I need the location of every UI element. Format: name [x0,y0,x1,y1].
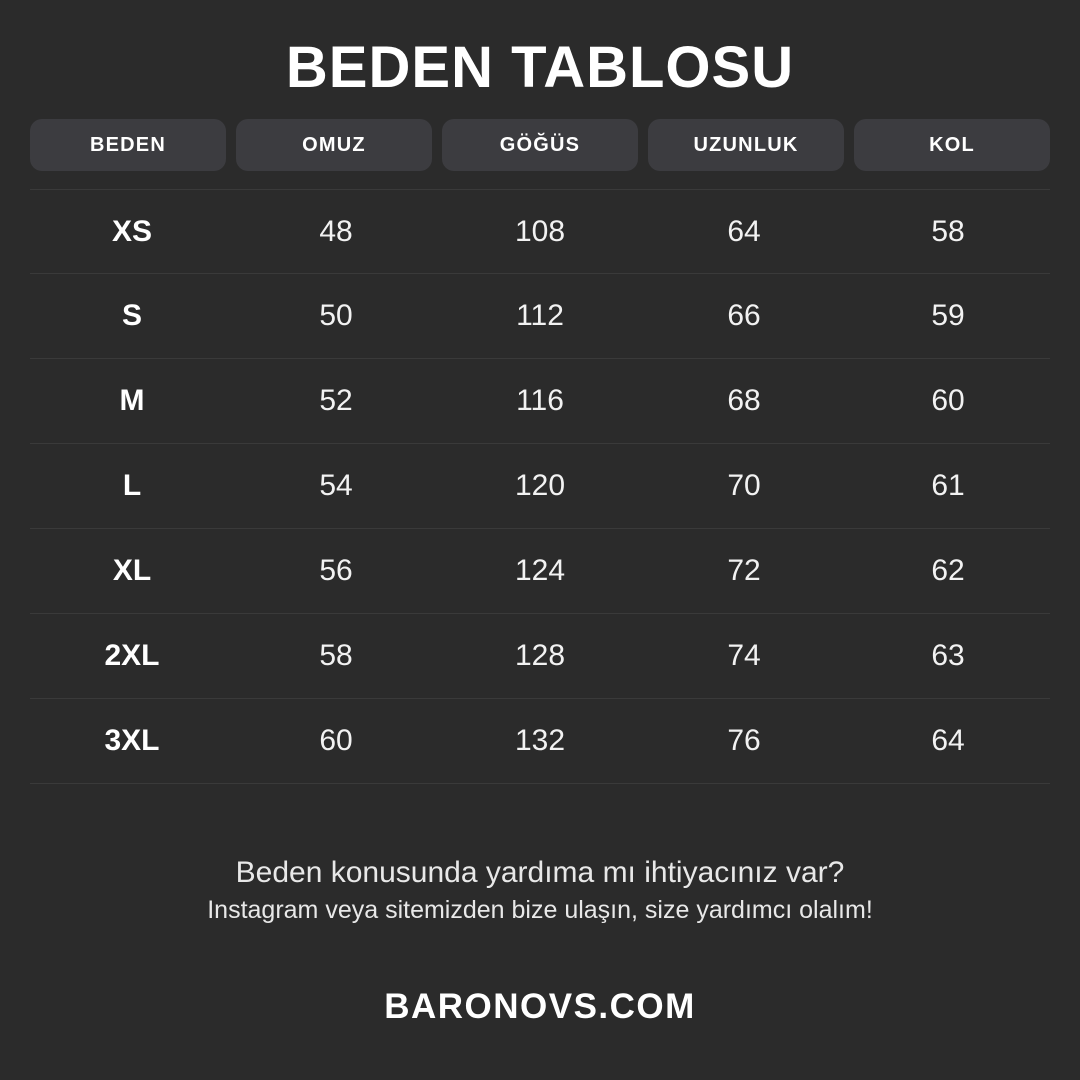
cell-uzunluk: 72 [727,554,761,587]
cell-uzunluk: 66 [727,299,761,332]
cell-omuz: 58 [319,639,353,672]
column-header-kol: KOL [854,119,1050,171]
table-row [30,274,1050,359]
table-header-row [30,119,1050,171]
table-row [30,359,1050,444]
help-footer [30,856,1050,925]
cell-kol: 59 [931,299,965,332]
cell-kol: 58 [931,214,965,248]
cell-kol: 62 [931,554,965,587]
cell-uzunluk: 68 [727,384,761,417]
cell-omuz: 60 [319,724,353,757]
cell-omuz: 56 [319,554,353,587]
cell-gogus: 112 [516,299,564,332]
cell-omuz: 52 [319,384,353,417]
cell-gogus: 108 [514,214,566,248]
cell-gogus: 124 [514,554,566,587]
cell-omuz: 48 [319,214,353,248]
table-row [30,189,1050,274]
table-row [30,444,1050,529]
cell-gogus: 132 [514,724,566,757]
cell-beden: S [121,299,142,332]
column-header-uzunluk: UZUNLUK [648,119,844,171]
cell-beden: 3XL [104,724,160,757]
help-instructions: Instagram veya sitemizden bize ulaşın, size yardımcı olalım! [207,896,873,924]
cell-gogus: 128 [514,639,566,672]
cell-beden: L [122,469,142,502]
cell-kol: 64 [931,724,965,757]
table-body [30,189,1050,784]
cell-beden: 2XL [104,639,160,672]
table-row [30,529,1050,614]
cell-gogus: 116 [516,384,564,417]
size-table [30,119,1050,784]
cell-gogus: 120 [514,469,566,502]
help-question: Beden konusunda yardıma mı ihtiyacınız var? [235,856,845,889]
cell-beden: XS [111,214,153,248]
cell-uzunluk: 76 [727,724,761,757]
brand-website: BARONOVS.COM [384,987,696,1026]
cell-beden: XL [112,554,152,587]
column-header-omuz: OMUZ [236,119,432,171]
cell-omuz: 54 [319,469,353,502]
cell-uzunluk: 74 [727,639,761,672]
cell-kol: 60 [931,384,965,417]
cell-kol: 63 [931,639,965,672]
page-title: BEDEN TABLOSU [285,35,795,100]
column-header-beden: BEDEN [30,119,226,171]
cell-beden: M [119,384,145,417]
cell-kol: 61 [931,469,965,502]
column-header-gogus: GÖĞÜS [442,119,638,171]
table-row [30,614,1050,699]
table-row [30,699,1050,784]
cell-omuz: 50 [319,299,353,332]
cell-uzunluk: 64 [727,214,761,248]
cell-uzunluk: 70 [727,469,761,502]
